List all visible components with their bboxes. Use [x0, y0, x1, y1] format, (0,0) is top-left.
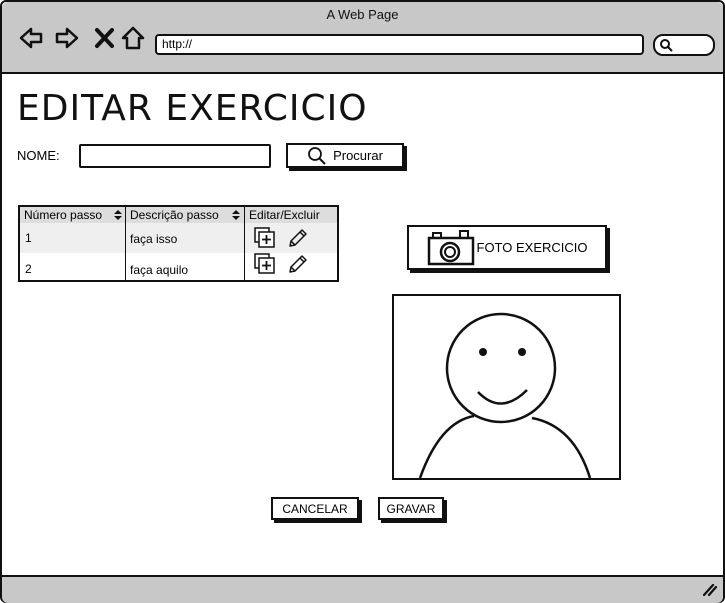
edit-pencil-icon[interactable] [286, 253, 308, 275]
cell-descricao: faça isso [130, 232, 178, 246]
status-bar [2, 575, 723, 603]
nome-input[interactable] [79, 144, 271, 168]
photo-placeholder [392, 294, 621, 480]
address-bar[interactable]: http:// [155, 34, 644, 55]
camera-icon [427, 230, 475, 266]
table-row[interactable] [20, 253, 337, 283]
user-avatar-placeholder-icon [394, 296, 619, 478]
procurar-label: Procurar [333, 148, 383, 163]
sort-icon [114, 210, 122, 220]
column-divider [125, 207, 126, 280]
stop-x-icon[interactable] [92, 25, 118, 51]
foto-exercicio-button[interactable] [407, 225, 607, 270]
cell-numero: 2 [25, 262, 32, 276]
save-button[interactable]: GRAVAR [378, 497, 444, 520]
header-editar-excluir: Editar/Excluir [245, 207, 337, 223]
browser-toolbar [2, 2, 723, 74]
table-row[interactable] [20, 223, 337, 253]
search-icon [659, 38, 673, 52]
back-arrow-icon[interactable] [18, 25, 44, 51]
procurar-button[interactable] [286, 143, 404, 168]
cell-descricao: faça aquilo [130, 263, 189, 277]
steps-table [18, 205, 339, 282]
add-icon[interactable] [254, 227, 276, 249]
magnifier-icon [307, 146, 327, 166]
cancel-button[interactable]: CANCELAR [271, 497, 359, 520]
edit-pencil-icon[interactable] [286, 227, 308, 249]
add-icon[interactable] [254, 253, 276, 275]
header-descricao[interactable]: Descrição passo [126, 207, 245, 223]
foto-exercicio-label: FOTO EXERCICIO [476, 240, 588, 255]
home-icon[interactable] [120, 25, 146, 51]
browser-search-box[interactable] [653, 34, 715, 56]
cell-numero: 1 [25, 231, 32, 245]
page-title: EDITAR EXERCICIO [17, 88, 368, 129]
resize-grip-icon[interactable] [703, 584, 717, 596]
column-divider [244, 207, 245, 280]
header-numero[interactable]: Número passo [20, 207, 126, 223]
forward-arrow-icon[interactable] [54, 25, 80, 51]
window-title: A Web Page [326, 7, 399, 22]
nome-label: NOME: [17, 148, 60, 163]
sort-icon [232, 210, 240, 220]
